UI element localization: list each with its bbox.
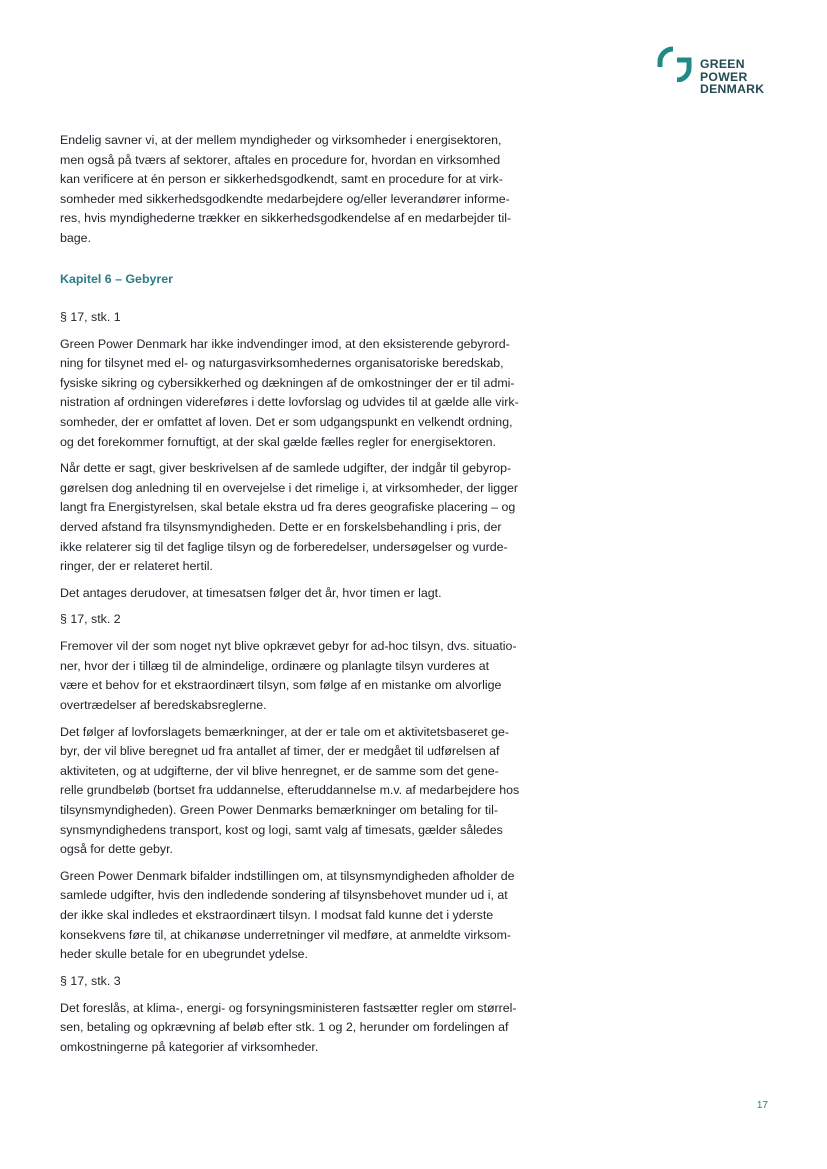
body-paragraph (60, 999, 590, 1058)
paragraph-line: nistration af ordningen videreføres i dette lovforslag og udvides til at gælde alle virk- (60, 395, 519, 410)
logo-line: POWER (700, 69, 748, 84)
logo-wordmark (700, 58, 764, 96)
paragraph-line: Det følger af lovforslagets bemærkninger, at der er tale om et aktivitetsbaseret ge- (60, 724, 510, 739)
paragraph-line: ringer, der er relateret hertil. (60, 559, 213, 574)
body-paragraph (60, 584, 590, 604)
paragraph-line: samlede udgifter, hvis den indledende sondering af tilsynsbehovet munder ud i, at (60, 888, 508, 903)
body-paragraph (60, 637, 590, 715)
section-reference: § 17, stk. 3 (60, 973, 121, 988)
paragraph-line: konsekvens føre til, at chikanøse underretninger vil medføre, at anmeldte virksom- (60, 927, 512, 942)
paragraph-line: gørelsen dog anledning til en overvejelse i det rimelige i, at virksomheder, der ligger (60, 480, 519, 495)
paragraph-line: somheder med sikkerhedsgodkendte medarbejdere og/eller leverandører informe- (60, 191, 510, 206)
section-reference: § 17, stk. 1 (60, 309, 121, 324)
paragraph-line: Når dette er sagt, giver beskrivelsen af de samlede udgifter, der indgår til gebyrop- (60, 461, 512, 476)
section-reference: § 17, stk. 2 (60, 612, 121, 627)
paragraph-line: men også på tværs af sektorer, aftales en procedure for, hvordan en virksomhed (60, 152, 501, 167)
logo-line: GREEN (700, 57, 745, 71)
chapter-heading: Kapitel 6 – Gebyrer (60, 271, 173, 286)
paragraph-line: der ikke skal indledes et ekstraordinært tilsyn. I modsat fald kunne det i yderste (60, 908, 494, 922)
logo-line: DENMARK (700, 82, 765, 96)
paragraph-line: Endelig savner vi, at der mellem myndigheder og virksomheder i energisektoren, (60, 133, 502, 147)
page-number: 17 (756, 1100, 768, 1111)
paragraph-line: ikke relaterer sig til det faglige tilsyn og de forberedelser, undersøgelser og vurde- (60, 539, 508, 554)
paragraph-line: Fremover vil der som noget nyt blive opkrævet gebyr for ad-hoc tilsyn, dvs. situatio- (60, 639, 517, 654)
body-paragraph (60, 335, 590, 453)
body-paragraph (60, 723, 590, 860)
paragraph-line: Green Power Denmark bifalder indstillingen om, at tilsynsmyndigheden afholder de (60, 868, 515, 883)
paragraph-line: kan verificere at én person er sikkerhedsgodkendt, samt en procedure for at virk- (60, 172, 503, 187)
paragraph-line: Green Power Denmark har ikke indvendinger imod, at den eksisterende gebyrord- (60, 336, 510, 351)
paragraph-line: og det forekommer fornuftigt, at der skal gælde fælles regler for energisektoren. (60, 434, 496, 449)
paragraph-line: ner, hvor der i tillæg til de almindelige, ordinære og planlagte tilsyn vurderes at (60, 658, 490, 673)
logo-mark-icon (657, 46, 693, 82)
body-paragraph (60, 867, 590, 965)
paragraph-line: omkostningerne på kategorier af virksomheder. (60, 1039, 319, 1054)
body-paragraph (60, 131, 590, 249)
paragraph-line: sen, betaling og opkrævning af beløb efter stk. 1 og 2, herunder om fordelingen af (60, 1020, 509, 1035)
paragraph-line: være et behov for et ekstraordinært tilsyn, som følge af en mistanke om alvorlige (60, 678, 502, 693)
paragraph-line: aktiviteten, og at udgifterne, der vil blive henregnet, er de samme som det gene- (60, 763, 499, 778)
paragraph-line: derved afstand fra tilsynsmyndigheden. Dette er en forskelsbehandling i pris, der (60, 519, 502, 534)
paragraph-line: synsmyndighedens transport, kost og logi, samt valg af timesats, gælder således (60, 822, 503, 837)
paragraph-line: også for dette gebyr. (60, 842, 173, 857)
paragraph-line: overtrædelser af beredskabsreglerne. (60, 698, 267, 713)
paragraph-line: tilsynsmyndigheden). Green Power Denmarks bemærkninger om betaling for til- (60, 803, 498, 818)
paragraph-line: bage. (60, 230, 92, 245)
document-body (60, 131, 590, 1065)
paragraph-line: langt fra Energistyrelsen, skal betale ekstra ud fra deres geografiske placering – og (60, 500, 516, 515)
paragraph-line: byr, der vil blive beregnet ud fra antallet af timer, der er medgået til udførelsen af (60, 744, 500, 759)
paragraph-line: relle grundbeløb (bortset fra uddannelse, efteruddannelse m.v. af medarbejdere hos (60, 783, 520, 798)
paragraph-line: heder skulle betale for en ubegrundet ydelse. (60, 947, 308, 962)
body-paragraph (60, 459, 590, 577)
paragraph-line: res, hvis myndighederne trækker en sikkerhedsgodkendelse af en medarbejder til- (60, 211, 512, 226)
paragraph-line: ning for tilsynet med el- og naturgasvirksomhedernes organisatoriske beredskab, (60, 356, 504, 371)
paragraph-line: somheder, der er omfattet af loven. Det er som udgangspunkt en velkendt ordning, (60, 414, 513, 429)
paragraph-line: fysiske sikring og cybersikkerhed og dækningen af de omkostninger der er til admi- (60, 375, 515, 390)
paragraph-line: Det antages derudover, at timesatsen følger det år, hvor timen er lagt. (60, 585, 442, 600)
green-power-denmark-logo (657, 46, 777, 98)
paragraph-line: Det foreslås, at klima-, energi- og forsyningsministeren fastsætter regler om størrel- (60, 1000, 517, 1015)
